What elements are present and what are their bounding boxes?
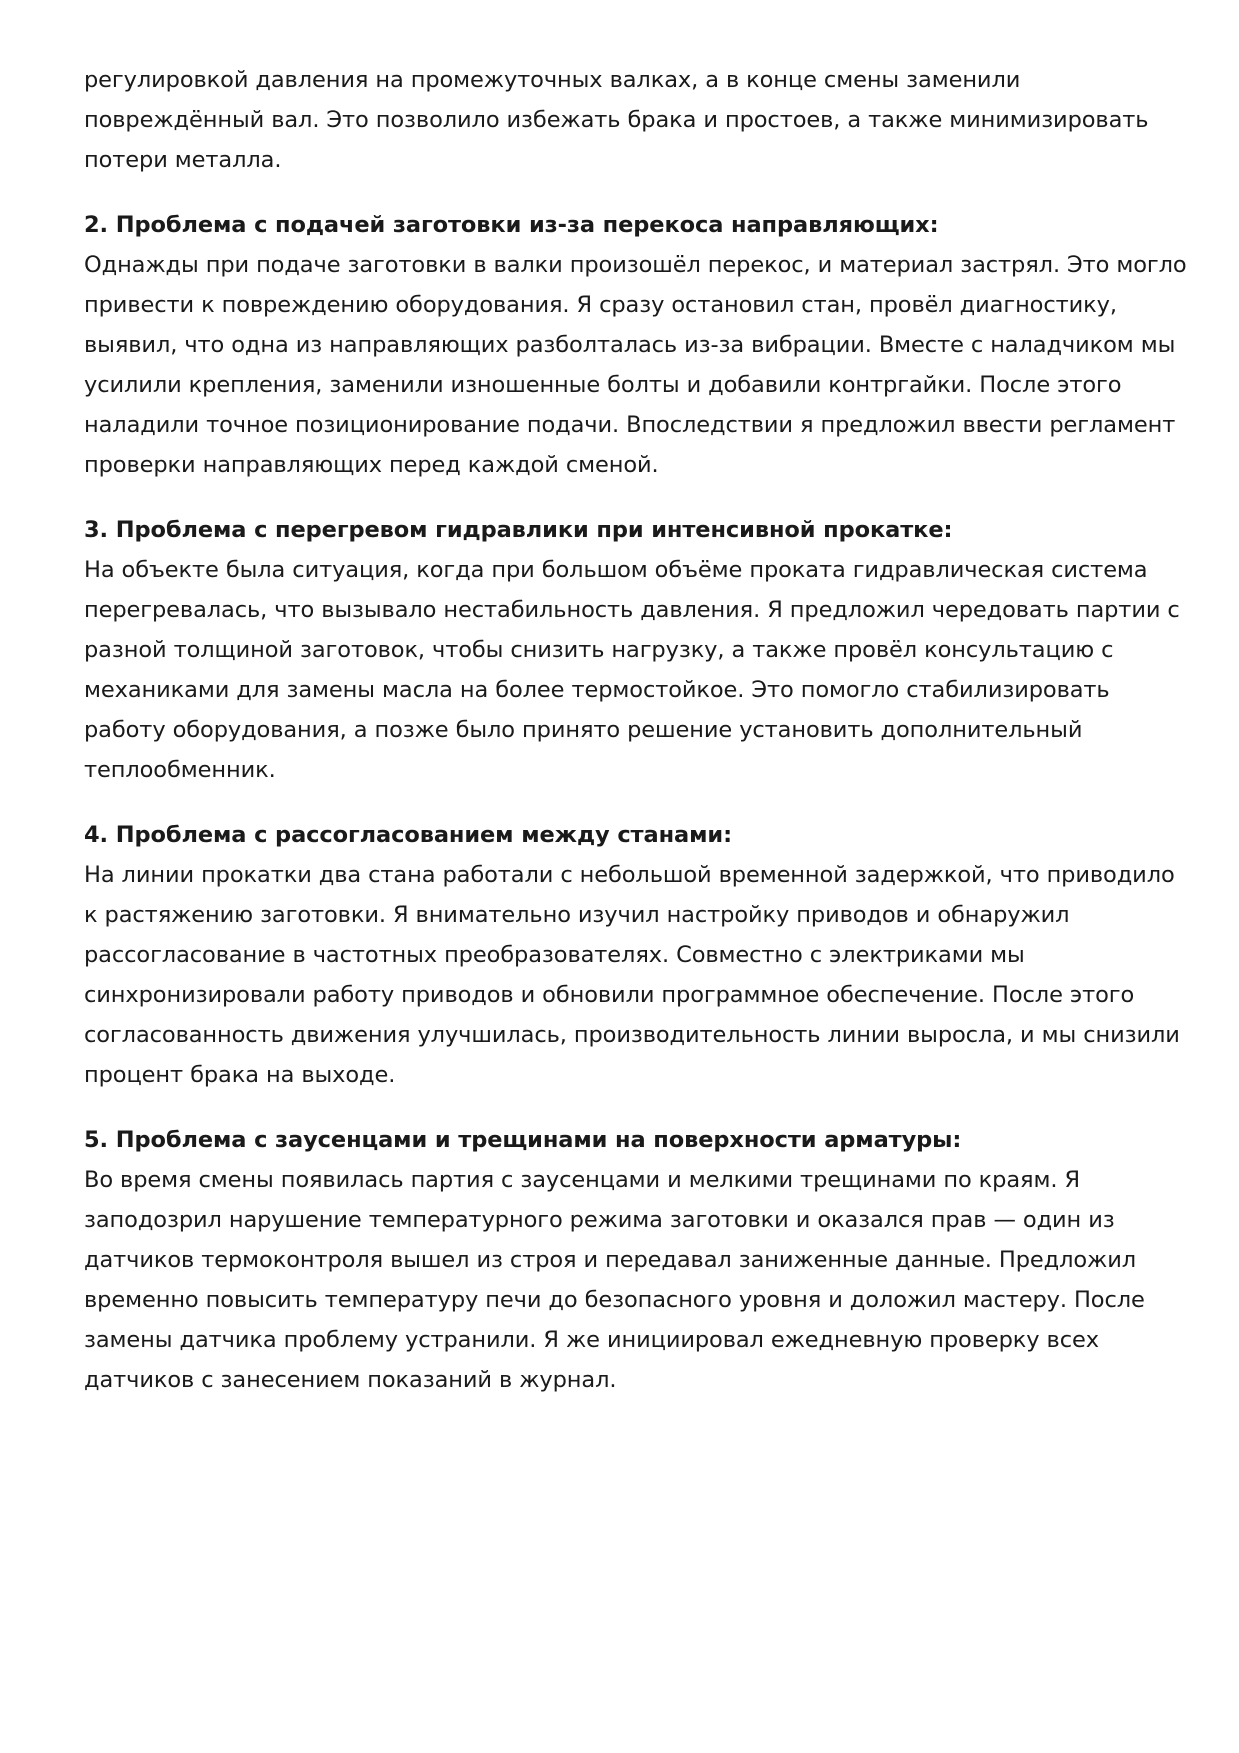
text-line: временно повысить температуру печи до безопасного уровня и доложил мастеру. После (84, 1287, 1145, 1313)
section-paragraph (84, 245, 1187, 485)
section-paragraph (84, 1160, 1174, 1400)
text-line: потери металла. (84, 147, 282, 173)
text-line: разной толщиной заготовок, чтобы снизить нагрузку, а также провёл консультацию с (84, 637, 1114, 663)
text-line: теплообменник. (84, 757, 276, 783)
text-line: Во время смены появилась партия с заусенцами и мелкими трещинами по краям. Я (84, 1167, 1080, 1193)
text-line: На линии прокатки два стана работали с небольшой временной задержкой, что приводило (84, 862, 1175, 888)
text-line: рассогласование в частотных преобразователях. Совместно с электриками мы (84, 942, 1025, 968)
text-line: согласованность движения улучшилась, производительность линии выросла, и мы снизили (84, 1022, 1180, 1048)
section-paragraph (84, 550, 1180, 790)
text-line: замены датчика проблему устранили. Я же инициировал ежедневную проверку всех (84, 1327, 1099, 1353)
text-line: датчиков с занесением показаний в журнал. (84, 1367, 617, 1393)
section-problem-5 (84, 1120, 1174, 1400)
section-paragraph (84, 855, 1180, 1095)
text-line: усилили крепления, заменили изношенные болты и добавили контргайки. После этого (84, 372, 1122, 398)
section-heading: 4. Проблема с рассогласованием между станами: (84, 822, 732, 848)
text-line: выявил, что одна из направляющих разболталась из-за вибрации. Вместе с наладчиком мы (84, 332, 1176, 358)
text-line: процент брака на выходе. (84, 1062, 396, 1088)
section-heading: 5. Проблема с заусенцами и трещинами на поверхности арматуры: (84, 1127, 962, 1153)
text-line: к растяжению заготовки. Я внимательно изучил настройку приводов и обнаружил (84, 902, 1070, 928)
text-line: Однажды при подаче заготовки в валки произошёл перекос, и материал застрял. Это могло (84, 252, 1187, 278)
text-line: датчиков термоконтроля вышел из строя и передавал заниженные данные. Предложил (84, 1247, 1136, 1273)
text-line: проверки направляющих перед каждой сменой. (84, 452, 659, 478)
text-line: На объекте была ситуация, когда при большом объёме проката гидравлическая система (84, 557, 1148, 583)
text-line: заподозрил нарушение температурного режима заготовки и оказался прав — один из (84, 1207, 1115, 1233)
text-line: механиками для замены масла на более термостойкое. Это помогло стабилизировать (84, 677, 1110, 703)
text-line: регулировкой давления на промежуточных валках, а в конце смены заменили (84, 67, 1021, 93)
text-line: наладили точное позиционирование подачи. Впоследствии я предложил ввести регламент (84, 412, 1176, 438)
text-line: синхронизировали работу приводов и обновили программное обеспечение. После этого (84, 982, 1135, 1008)
document-body (84, 60, 1187, 1400)
text-line: перегревалась, что вызывало нестабильность давления. Я предложил чередовать партии с (84, 597, 1180, 623)
text-line: работу оборудования, а позже было принято решение установить дополнительный (84, 717, 1083, 743)
text-line: повреждённый вал. Это позволило избежать брака и простоев, а также минимизировать (84, 107, 1149, 133)
section-heading: 2. Проблема с подачей заготовки из-за перекоса направляющих: (84, 212, 939, 238)
text-line: привести к повреждению оборудования. Я сразу остановил стан, провёл диагностику, (84, 292, 1117, 318)
section-problem-2 (84, 205, 1187, 485)
section-problem-3 (84, 510, 1180, 790)
section-heading: 3. Проблема с перегревом гидравлики при интенсивной прокатке: (84, 517, 953, 543)
intro-paragraph (84, 60, 1174, 180)
section-problem-4 (84, 815, 1180, 1095)
